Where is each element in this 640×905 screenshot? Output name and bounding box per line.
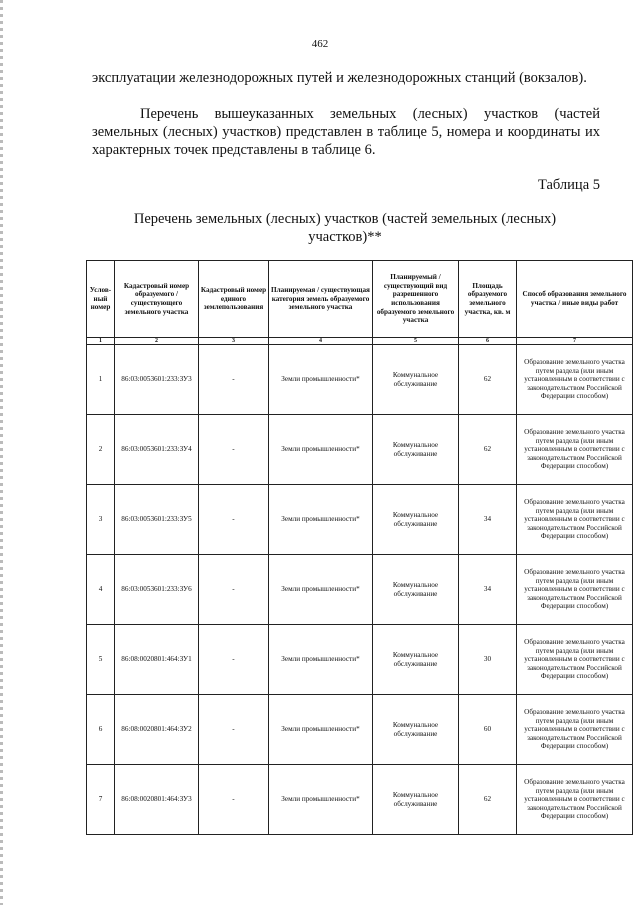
formation-method: Образование земельного участка путем раздела (или иным установленным в соответствии с законодательством Российской Федерации способом): [517, 765, 633, 835]
header-cell: Планируемый / существующий вид разрешенного использования образуемого земельного участка: [373, 261, 459, 338]
row-number: 3: [87, 485, 115, 555]
single-land-use-number: -: [199, 345, 269, 415]
land-category: Земли промышленности*: [269, 415, 373, 485]
table-row: [87, 345, 633, 415]
table-row: [87, 695, 633, 765]
formation-method: Образование земельного участка путем раздела (или иным установленным в соответствии с законодательством Российской Федерации способом): [517, 625, 633, 695]
cadastral-number: 86:08:0020801:464:ЗУ1: [115, 625, 199, 695]
land-category: Земли промышленности*: [269, 345, 373, 415]
permitted-use: Коммунальное обслуживание: [373, 695, 459, 765]
land-category: Земли промышленности*: [269, 625, 373, 695]
permitted-use: Коммунальное обслуживание: [373, 345, 459, 415]
land-plots-table: [86, 260, 633, 835]
column-number: 2: [115, 338, 199, 345]
column-number: 6: [459, 338, 517, 345]
column-number: 3: [199, 338, 269, 345]
cadastral-number: 86:03:0053601:233:ЗУ4: [115, 415, 199, 485]
row-number: 4: [87, 555, 115, 625]
table-row: [87, 625, 633, 695]
header-cell: Способ образования земельного участка / иные виды работ: [517, 261, 633, 338]
permitted-use: Коммунальное обслуживание: [373, 765, 459, 835]
row-number: 2: [87, 415, 115, 485]
single-land-use-number: -: [199, 415, 269, 485]
land-category: Земли промышленности*: [269, 485, 373, 555]
plot-area: 30: [459, 625, 517, 695]
column-number: 7: [517, 338, 633, 345]
header-cell: Площадь образуемого земельного участка, кв. м: [459, 261, 517, 338]
formation-method: Образование земельного участка путем раздела (или иным установленным в соответствии с законодательством Российской Федерации способом): [517, 555, 633, 625]
row-number: 6: [87, 695, 115, 765]
row-number: 1: [87, 345, 115, 415]
plot-area: 62: [459, 765, 517, 835]
single-land-use-number: -: [199, 625, 269, 695]
cadastral-number: 86:03:0053601:233:ЗУ5: [115, 485, 199, 555]
single-land-use-number: -: [199, 695, 269, 765]
header-cell: Кадастровый номер единого землепользования: [199, 261, 269, 338]
page-number: 462: [311, 38, 329, 50]
table-row: [87, 415, 633, 485]
plot-area: 62: [459, 415, 517, 485]
land-category: Земли промышленности*: [269, 555, 373, 625]
permitted-use: Коммунальное обслуживание: [373, 625, 459, 695]
column-number: 4: [269, 338, 373, 345]
land-category: Земли промышленности*: [269, 695, 373, 765]
table-caption: Таблица 5: [537, 177, 600, 193]
row-number: 7: [87, 765, 115, 835]
header-cell: Услов-ный номер: [87, 261, 115, 338]
table-row: [87, 765, 633, 835]
table-header-row: [87, 261, 633, 338]
permitted-use: Коммунальное обслуживание: [373, 415, 459, 485]
plot-area: 34: [459, 485, 517, 555]
column-number-row: [87, 338, 633, 345]
single-land-use-number: -: [199, 485, 269, 555]
cadastral-number: 86:03:0053601:233:ЗУ3: [115, 345, 199, 415]
formation-method: Образование земельного участка путем раздела (или иным установленным в соответствии с законодательством Российской Федерации способом): [517, 695, 633, 765]
table-row: [87, 555, 633, 625]
single-land-use-number: -: [199, 765, 269, 835]
cadastral-number: 86:08:0020801:464:ЗУ2: [115, 695, 199, 765]
table-row: [87, 485, 633, 555]
header-cell: Планируемая / существующая категория земель образуемого земельного участка: [269, 261, 373, 338]
formation-method: Образование земельного участка путем раздела (или иным установленным в соответствии с законодательством Российской Федерации способом): [517, 415, 633, 485]
permitted-use: Коммунальное обслуживание: [373, 555, 459, 625]
column-number: 5: [373, 338, 459, 345]
table-title: Перечень земельных (лесных) участков (частей земельных (лесных) участков)**: [133, 211, 557, 245]
paragraph-2: Перечень вышеуказанных земельных (лесных) участков (частей земельных (лесных) участков) представлен в таблице 5, номера и координаты их характерных точек представлены в таблице 6.: [92, 106, 600, 158]
plot-area: 60: [459, 695, 517, 765]
scan-edge: [0, 0, 3, 905]
land-category: Земли промышленности*: [269, 765, 373, 835]
formation-method: Образование земельного участка путем раздела (или иным установленным в соответствии с законодательством Российской Федерации способом): [517, 345, 633, 415]
header-cell: Кадастровый номер образуемого / существующего земельного участка: [115, 261, 199, 338]
plot-area: 62: [459, 345, 517, 415]
formation-method: Образование земельного участка путем раздела (или иным установленным в соответствии с законодательством Российской Федерации способом): [517, 485, 633, 555]
column-number: 1: [87, 338, 115, 345]
cadastral-number: 86:03:0053601:233:ЗУ6: [115, 555, 199, 625]
row-number: 5: [87, 625, 115, 695]
permitted-use: Коммунальное обслуживание: [373, 485, 459, 555]
paragraph-1: эксплуатации железнодорожных путей и железнодорожных станций (вокзалов).: [92, 70, 587, 86]
plot-area: 34: [459, 555, 517, 625]
single-land-use-number: -: [199, 555, 269, 625]
cadastral-number: 86:08:0020801:464:ЗУ3: [115, 765, 199, 835]
